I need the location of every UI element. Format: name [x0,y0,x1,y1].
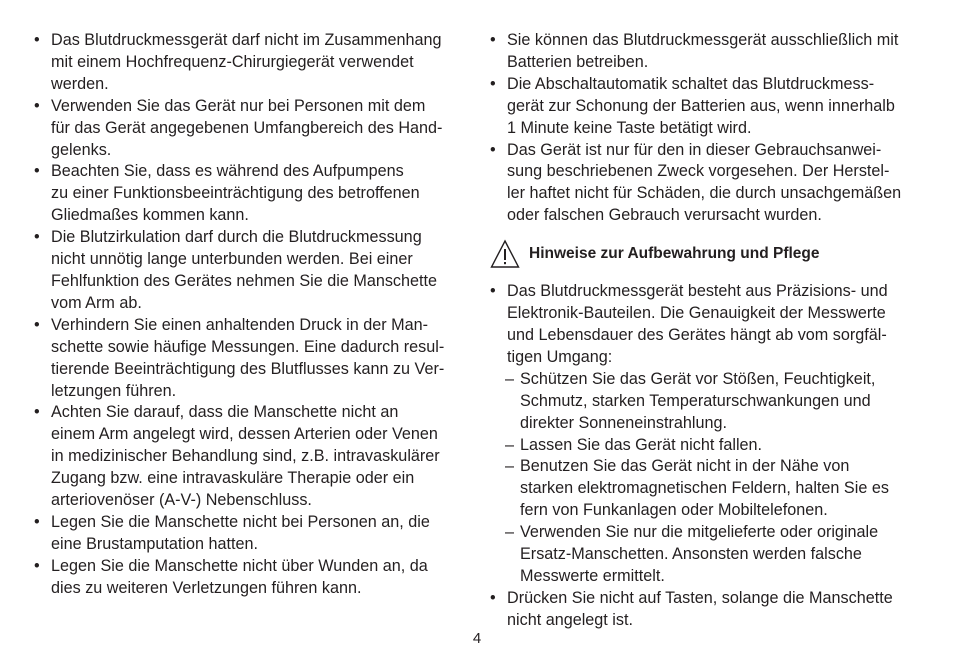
text-line: Messwerte ermittelt. [520,566,665,585]
left-column [34,30,464,600]
bullet-item [34,402,464,512]
bullet: • [490,282,496,301]
text-line: Achten Sie darauf, dass die Manschette nicht an [51,403,399,422]
text-line: Drücken Sie nicht auf Tasten, solange die Manschette [507,588,893,607]
bullet-item [34,556,464,600]
text-line: Lassen Sie das Gerät nicht fallen. [520,435,763,454]
dash-item [490,369,922,435]
bullet-item [490,281,922,369]
text-line: zu einer Funktionsbeeinträchtigung des betroffenen [51,184,420,203]
bullet: • [34,556,40,575]
text-line: Legen Sie die Manschette nicht bei Personen an, die [51,512,430,531]
text-line: Verhindern Sie einen anhaltenden Druck in der Man- [51,315,429,334]
text-line: Legen Sie die Manschette nicht über Wunden an, da [51,556,428,575]
text-line: gerät zur Schonung der Batterien aus, wenn innerhalb [507,96,895,115]
text-line: schette sowie häufige Messungen. Eine dadurch resul- [51,337,445,356]
text-line: gelenks. [51,140,112,159]
dash-item [490,456,922,522]
right-column [490,30,922,632]
dash: – [505,523,515,542]
warning-triangle-icon [490,239,520,269]
bullet: • [34,31,40,49]
text-line: nicht unnötig lange unterbunden werden. Bei einer [51,250,413,269]
bullet: • [34,512,40,531]
text-line: Schmutz, starken Temperaturschwankungen und [520,391,871,410]
text-line: letzungen führen. [51,381,177,400]
bullet: • [490,31,496,49]
text-line: Das Gerät ist nur für den in dieser Gebrauchsanwei- [507,140,882,159]
dash: – [505,369,515,388]
section-heading-text: Hinweise zur Aufbewahrung und Pflege [529,245,820,263]
text-line: fern von Funkanlagen oder Mobiltelefonen. [520,501,828,520]
dash: – [505,457,515,476]
dash-item [490,522,922,588]
bullet-item [490,140,922,228]
text-line: Ersatz-Manschetten. Ansonsten werden falsche [520,545,862,564]
text-line: und Lebensdauer des Gerätes hängt ab vom sorgfäl- [507,325,887,344]
text-line: tigen Umgang: [507,347,613,366]
text-line: Elektronik-Bauteilen. Die Genauigkeit der Messwerte [507,304,886,323]
bullet: • [490,588,496,607]
text-line: nicht angelegt ist. [507,610,633,629]
bullet-item [34,161,464,227]
bullet-item [34,30,464,96]
page-number: 4 [472,630,482,647]
bullet-item [34,227,464,315]
text-line: einem Arm angelegt wird, dessen Arterien oder Venen [51,425,438,444]
text-line: eine Brustamputation hatten. [51,534,258,553]
text-line: vom Arm ab. [51,293,142,312]
section-heading [490,239,922,269]
text-line: sung beschriebenen Zweck vorgesehen. Der Herstel- [507,162,890,181]
text-line: für das Gerät angegebenen Umfangbereich des Hand- [51,118,443,137]
text-line: Verwenden Sie das Gerät nur bei Personen mit dem [51,96,426,115]
text-line: Gliedmaßes kommen kann. [51,206,249,225]
bullet-item [490,74,922,140]
text-line: werden. [51,74,109,93]
bullet: • [490,140,496,159]
text-line: Die Abschaltautomatik schaltet das Blutdruckmess- [507,74,875,93]
text-line: dies zu weiteren Verletzungen führen kann. [51,578,362,597]
text-line: Das Blutdruckmessgerät besteht aus Präzisions- und [507,282,888,301]
bullet-item [490,30,922,74]
text-line: oder falschen Gebrauch verursacht wurden. [507,206,822,225]
text-line: mit einem Hochfrequenz-Chirurgiegerät verwendet [51,52,414,71]
text-line: 1 Minute keine Taste betätigt wird. [507,118,752,137]
text-line: arteriovenöser (A-V-) Nebenschluss. [51,491,312,510]
text-line: Schützen Sie das Gerät vor Stößen, Feuchtigkeit, [520,369,876,388]
text-line: Batterien betreiben. [507,52,649,71]
text-line: Die Blutzirkulation darf durch die Blutdruckmessung [51,228,422,247]
text-line: in medizinischer Behandlung sind, z.B. intravaskulärer [51,447,440,466]
text-line: starken elektromagnetischen Feldern, halten Sie es [520,479,889,498]
bullet: • [34,162,40,181]
text-line: Das Blutdruckmessgerät darf nicht im Zusammenhang [51,31,442,49]
bullet-item [34,315,464,403]
text-line: Benutzen Sie das Gerät nicht in der Nähe von [520,457,850,476]
bullet-item [34,96,464,162]
bullet: • [34,315,40,334]
text-line: Sie können das Blutdruckmessgerät ausschließlich mit [507,31,899,49]
text-line: Beachten Sie, dass es während des Aufpumpens [51,162,404,181]
text-line: direkter Sonneneinstrahlung. [520,413,727,432]
text-line: Fehlfunktion des Gerätes nehmen Sie die Manschette [51,271,438,290]
dash-item [490,435,922,457]
dash: – [505,435,515,454]
bullet-item [34,512,464,556]
text-line: Verwenden Sie nur die mitgelieferte oder originale [520,523,879,542]
text-line: ler haftet nicht für Schäden, die durch unsachgemäßen [507,184,902,203]
bullet: • [34,228,40,247]
bullet-item [490,588,922,632]
bullet: • [490,74,496,93]
text-line: tierende Beeinträchtigung des Blutflusses kann zu Ver- [51,359,445,378]
bullet: • [34,403,40,422]
text-line: Zugang bzw. eine intravaskuläre Therapie oder ein [51,469,415,488]
bullet: • [34,96,40,115]
